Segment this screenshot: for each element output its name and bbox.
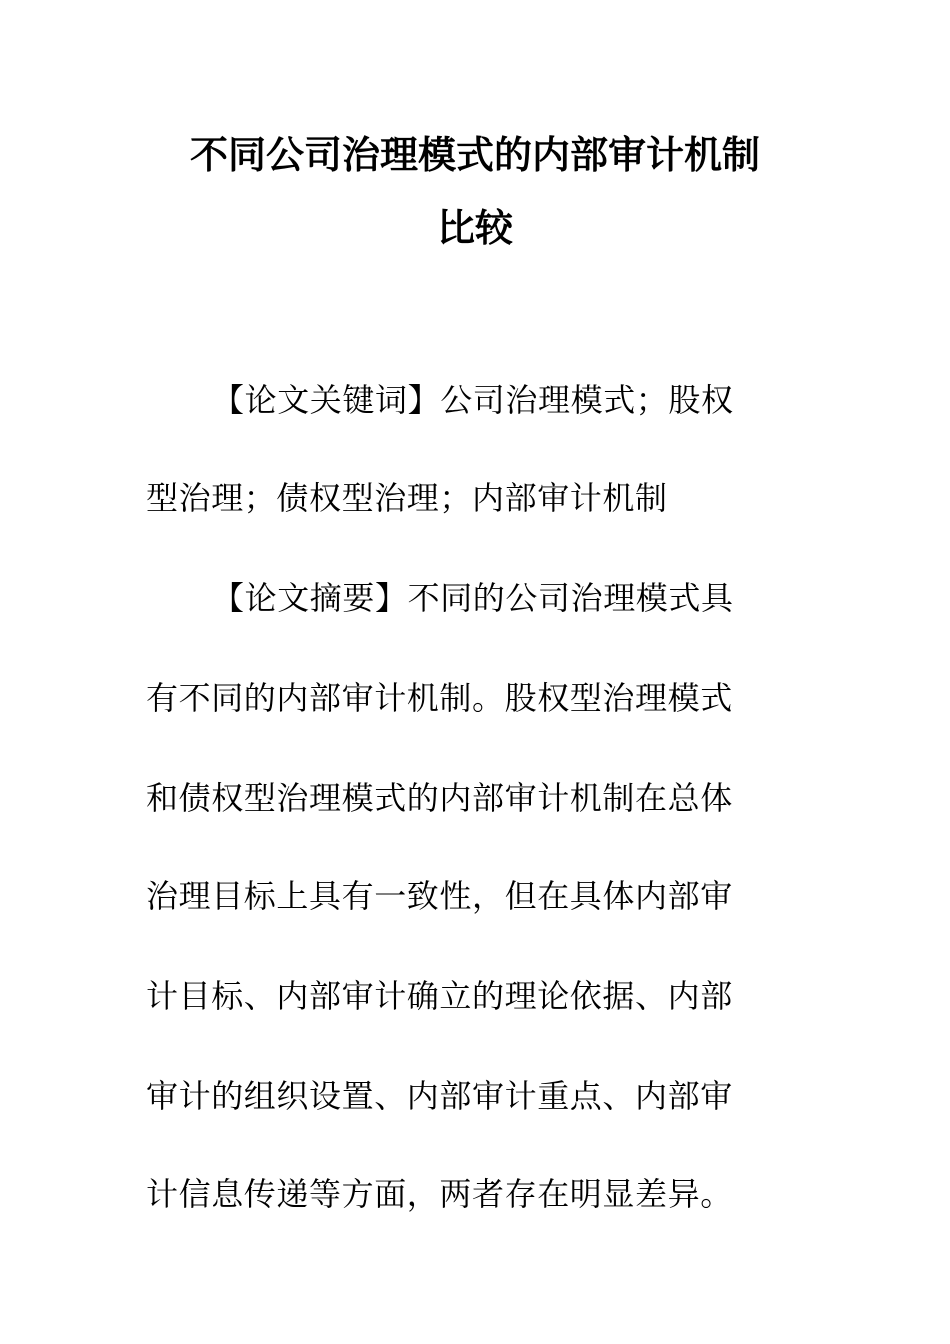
document-title-line-2: 比较	[436, 205, 513, 250]
document-title-line-1: 不同公司治理模式的内部审计机制	[189, 132, 760, 177]
abstract-line-3: 和债权型治理模式的内部审计机制在总体	[146, 779, 733, 817]
keywords-line-1: 【论文关键词】公司治理模式；股权	[212, 381, 734, 419]
abstract-line-7: 计信息传递等方面，两者存在明显差异。	[146, 1175, 733, 1213]
keywords-line-2: 型治理；债权型治理；内部审计机制	[146, 479, 668, 517]
abstract-line-5: 计目标、内部审计确立的理论依据、内部	[146, 977, 733, 1015]
abstract-line-4: 治理目标上具有一致性，但在具体内部审	[146, 877, 733, 915]
abstract-line-6: 审计的组织设置、内部审计重点、内部审	[146, 1077, 733, 1115]
abstract-line-2: 有不同的内部审计机制。股权型治理模式	[146, 679, 733, 717]
abstract-line-1: 【论文摘要】不同的公司治理模式具	[212, 579, 734, 617]
